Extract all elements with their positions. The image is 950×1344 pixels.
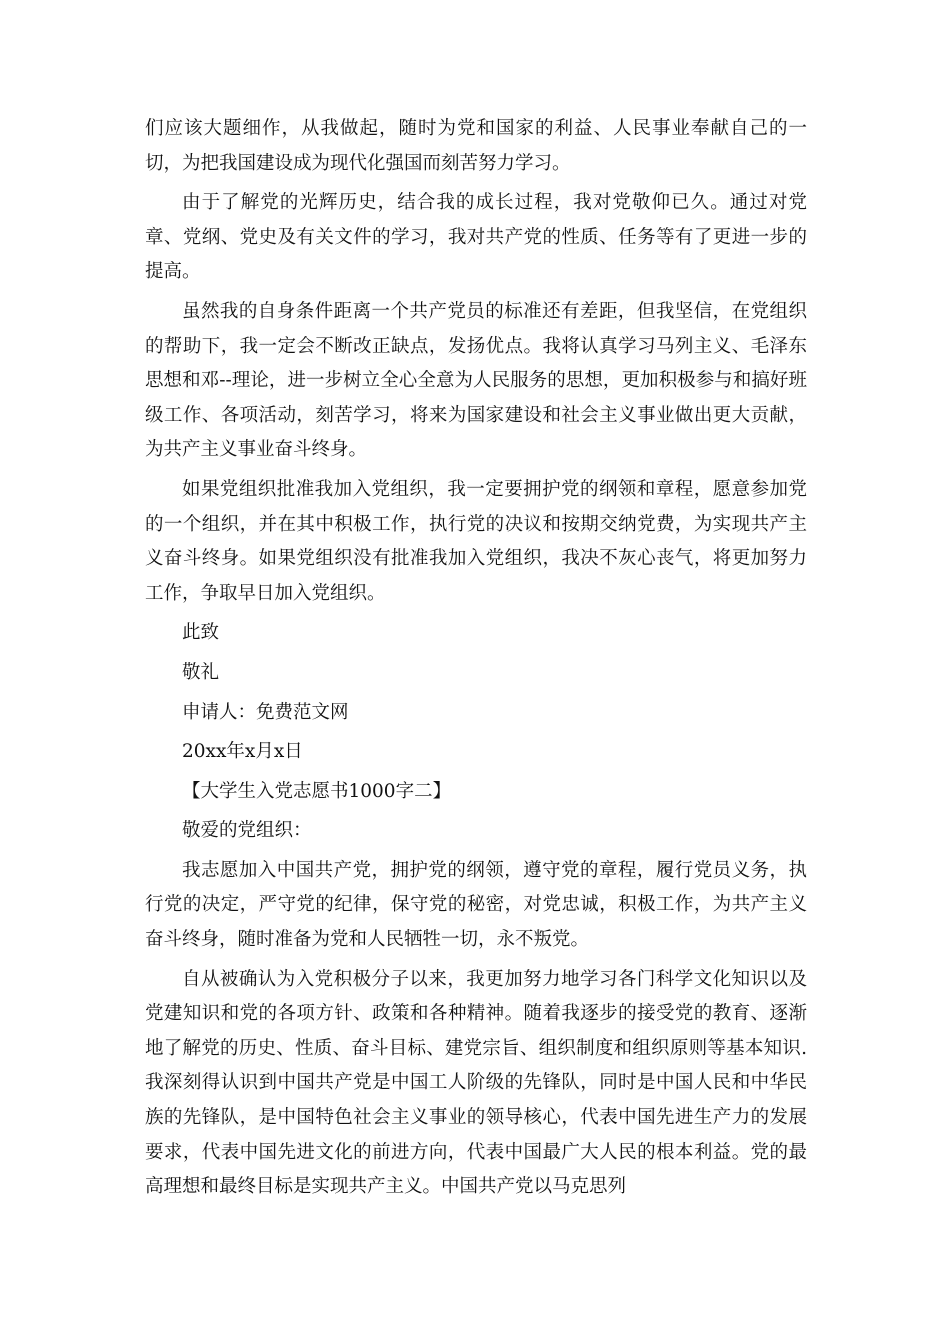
paragraph: 如果党组织批准我加入党组织，我一定要拥护党的纲领和章程，愿意参加党的一个组织，并在其中积极工作，执行党的决议和按期交纳党费，为实现共产主义奋斗终身。如果党组织没有批准我加入党组织，我决不灰心丧气，将更加努力工作，争取早日加入党组织。 xyxy=(145,478,807,604)
greeting-line: 敬爱的党组织： xyxy=(182,820,312,842)
paragraph: 我志愿加入中国共产党，拥护党的纲领，遵守党的章程，履行党员义务，执行党的决定，严守党的纪律，保守党的秘密，对党忠诚，积极工作，为共产主义奋斗终身，随时准备为党和人民牺牲一切，永不叛党。 xyxy=(145,859,807,951)
closing-line: 此致 xyxy=(182,622,220,644)
paragraph: 由于了解党的光辉历史，结合我的成长过程，我对党敬仰已久。通过对党章、党纲、党史及有关文件的学习，我对共产党的性质、任务等有了更进一步的提高。 xyxy=(145,192,807,283)
section-title: 【大学生入党志愿书1000字二】 xyxy=(182,780,452,802)
paragraph-continued: 们应该大题细作，从我做起，随时为党和国家的利益、人民事业奉献自己的一切，为把我国建设成为现代化强国而刻苦努力学习。 xyxy=(145,118,807,174)
date-line: 20xx年x月x日 xyxy=(182,741,303,763)
salute-line: 敬礼 xyxy=(182,661,220,683)
applicant-line: 申请人：免费范文网 xyxy=(182,701,349,723)
document-body xyxy=(145,112,807,1205)
paragraph: 自从被确认为入党积极分子以来，我更加努力地学习各门科学文化知识以及党建知识和党的各项方针、政策和各种精神。随着我逐步的接受党的教育、逐渐地了解党的历史、性质、奋斗目标、建党宗旨、组织制度和组织原则等基本知识.我深刻得认识到中国共产党是中国工人阶级的先锋队，同时是中国人民和中华民族的先锋队，是中国特色社会主义事业的领导核心，代表中国先进生产力的发展要求，代表中国先进文化的前进方向，代表中国最广大人民的根本利益。党的最高理想和最终目标是实现共产主义。中国共产党以马克思列 xyxy=(145,968,807,1198)
paragraph: 虽然我的自身条件距离一个共产党员的标准还有差距，但我坚信，在党组织的帮助下，我一定会不断改正缺点，发扬优点。我将认真学习马列主义、毛泽东思想和邓--理论，进一步树立全心全意为人民服务的思想，更加积极参与和搞好班级工作、各项活动，刻苦学习，将来为国家建设和社会主义事业做出更大贡献，为共产主义事业奋斗终身。 xyxy=(145,300,807,461)
